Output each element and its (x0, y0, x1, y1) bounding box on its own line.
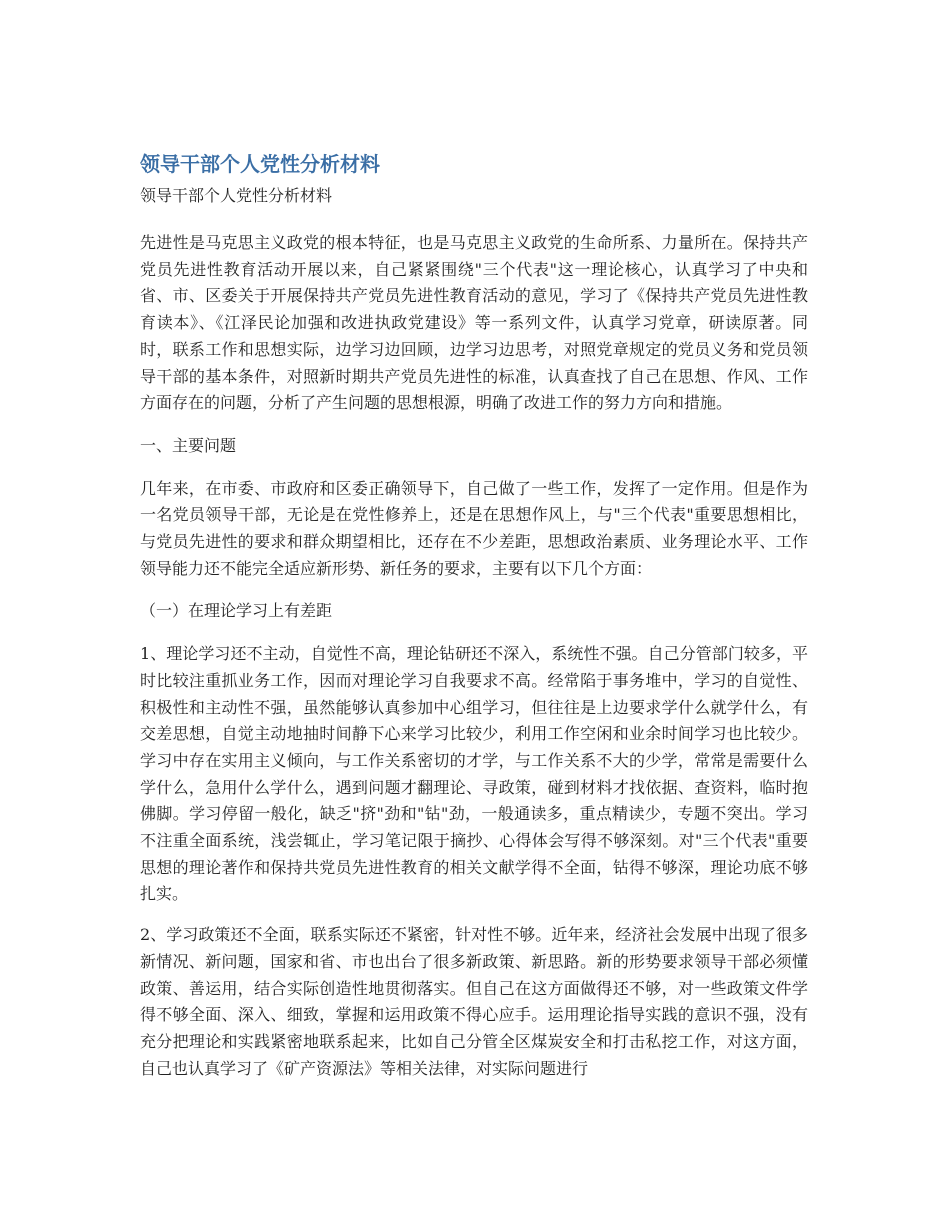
document-subtitle: 领导干部个人党性分析材料 (140, 186, 333, 205)
section-heading: 一、主要问题 (140, 435, 237, 455)
overview-paragraph: 几年来，在市委、市政府和区委正确领导下，自己做了一些工作，发挥了一定作用。但是作为一名党员领导干部，无论是在党性修养上，还是在思想作风上，与"三个代表"重要思想相比，与党员先进性的要求和群众期望相比，还存在不少差距，思想政治素质、业务理论水平、工作领导能力还不能完全适应新形势、新任务的要求，主要有以下几个方面： (140, 478, 808, 578)
document-page (140, 148, 808, 1082)
intro-paragraph: 先进性是马克思主义政党的根本特征，也是马克思主义政党的生命所系、力量所在。保持共产党员先进性教育活动开展以来，自己紧紧围绕"三个代表"这一理论核心，认真学习了中央和省、市、区委关于开展保持共产党员先进性教育活动的意见，学习了《保持共产党员先进性教育读本》、《江泽民论加强和改进执政党建设》等一系列文件，认真学习党章，研读原著。同时，联系工作和思想实际，边学习边回顾，边学习边思考，对照党章规定的党员义务和党员领导干部的基本条件，对照新时期共产党员先进性的标准，认真查找了自己在思想、作风、工作方面存在的问题，分析了产生问题的思想根源，明确了改进工作的努力方向和措施。 (140, 233, 808, 413)
subheading-theory-study: （一）在理论学习上有差距 (140, 601, 333, 621)
document-title: 领导干部个人党性分析材料 (140, 152, 380, 176)
point-1-paragraph: 1、理论学习还不主动，自觉性不高，理论钻研还不深入，系统性不强。自己分管部门较多，平时比较注重抓业务工作，因而对理论学习自我要求不高。经常陷于事务堆中，学习的自觉性、积极性和主动性不强，虽然能够认真参加中心组学习，但往往是上边要求学什么就学什么，有交差思想，自觉主动地抽时间静下心来学习比较少，利用工作空闲和业余时间学习也比较少。学习中存在实用主义倾向，与工作关系密切的才学，与工作关系不大的少学，常常是需要什么学什么，急用什么学什么，遇到问题才翻理论、寻政策，碰到材料才找依据、查资料，临时抱佛脚。学习停留一般化，缺乏"挤"劲和"钻"劲，一般通读多，重点精读少，专题不突出。学习不注重全面系统，浅尝辄止，学习笔记限于摘抄、心得体会写得不够深刻。对"三个代表"重要思想的理论著作和保持共党员先进性教育的相关文献学得不全面，钻得不够深，理论功底不够扎实。 (140, 644, 808, 904)
point-2-paragraph: 2、学习政策还不全面，联系实际还不紧密，针对性不够。近年来，经济社会发展中出现了很多新情况、新问题，国家和省、市也出台了很多新政策、新思路。新的形势要求领导干部必须懂政策、善运用，结合实际创造性地贯彻落实。但自己在这方面做得还不够，对一些政策文件学得不够全面、深入、细致，掌握和运用政策不得心应手。运用理论指导实践的意识不强，没有充分把理论和实践紧密地联系起来，比如自己分管全区煤炭安全和打击私挖工作，对这方面，自己也认真学习了《矿产资源法》等相关法律，对实际问题进行 (140, 925, 808, 1078)
